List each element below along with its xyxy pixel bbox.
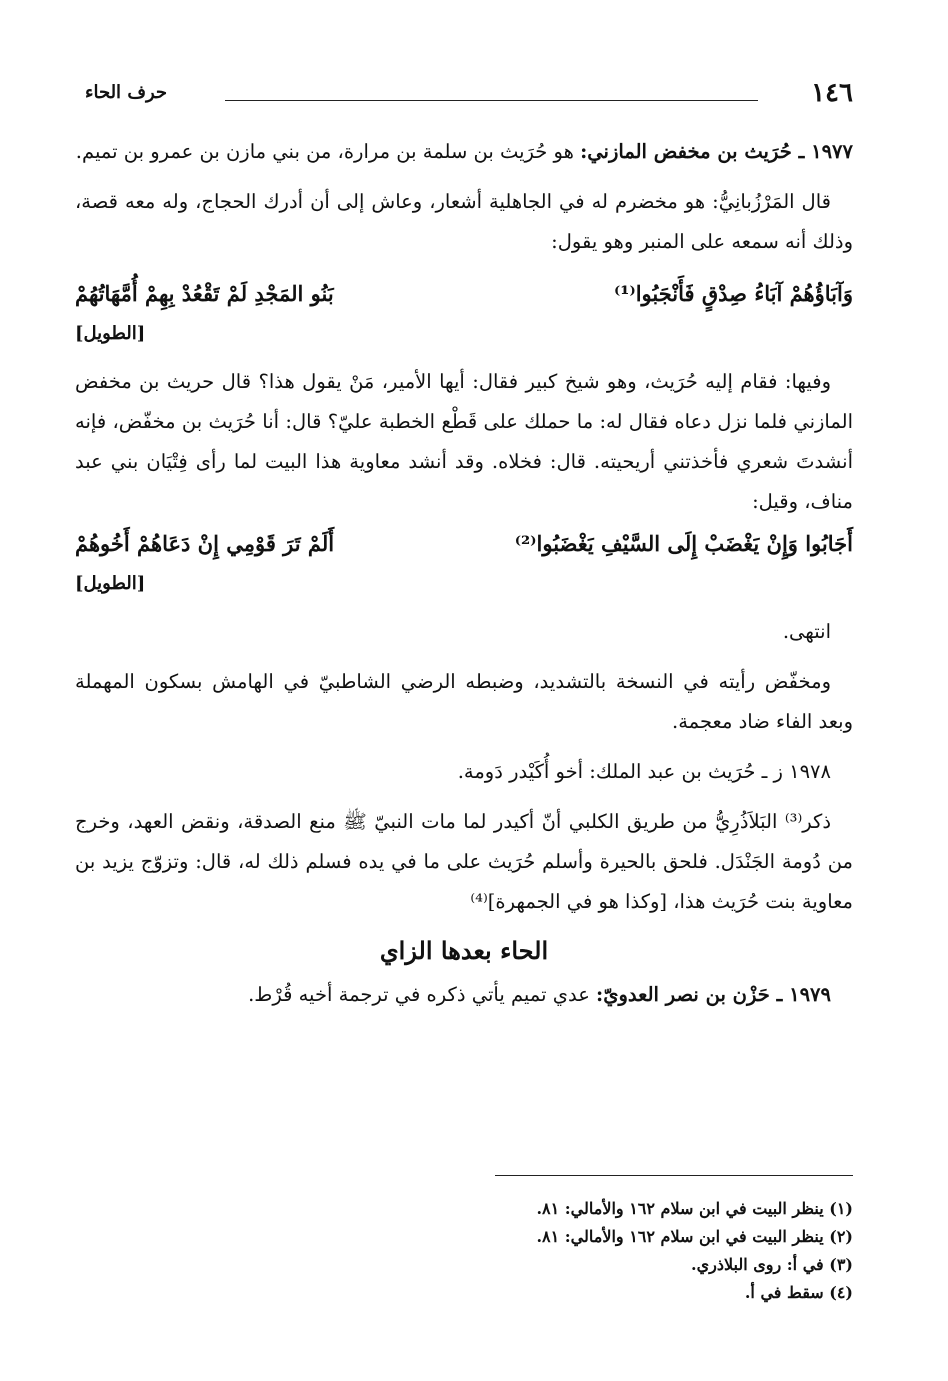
paragraph-story: وفيها: فقام إليه حُرَيث، وهو شيخ كبير فقال: أيها الأمير، مَنْ يقول هذا؟ قال حريث بن مخفض المازني فلما نزل دعاه فقال له: ما حملك على قَطْع الخطبة عليّ؟ قال: أنا حُرَيث بن مخفّض، فإنه أنشدتَ شعري فأخذتني أريحيته. قال: فخلاه. وقد أنشد معاوية هذا البيت لما رأى فِتْيَان بني عبد مناف، وقيل: <box>75 370 853 513</box>
header-rule <box>225 100 758 101</box>
verse-1 <box>75 272 853 316</box>
verse-1-first-hemistich: وَآبَاؤُهُمْ آبَاءُ صِدْقٍ فَأَنْجَبُوا⁽¹⁾ <box>613 281 853 306</box>
footnote-1: (١) ينظر البيت في ابن سلام ١٦٢ والأمالي: ٨١. <box>536 1199 853 1218</box>
section-title: الحاء بعدها الزاي <box>379 936 549 965</box>
footnote-rule <box>495 1175 853 1176</box>
paragraph-mukhaffad: ومخفّض رأيته في النسخة بالتشديد، وضبطه الرضي الشاطبيّ في الهامش بسكون المهملة وبعد الفاء ضاد معجمة. <box>75 670 853 733</box>
footnote-2: (٢) ينظر البيت في ابن سلام ١٦٢ والأمالي: ٨١. <box>536 1227 853 1246</box>
verse-2-first-hemistich: أَجَابُوا وَإِنْ يَغْضَبْ إِلَى السَّيْفِ يَغْضَبُوا⁽²⁾ <box>514 531 853 556</box>
paragraph-marzubani: قال المَرْزُبانِيُّ: هو مخضرم له في الجاهلية أشعار، وعاش إلى أن أدرك الحجاج، وله معه قصة، وذلك أنه سمعه على المنبر وهو يقول: <box>75 190 853 253</box>
paragraph-end: انتهى. <box>782 620 831 643</box>
entry-1979-heading: ١٩٧٩ ـ حَزْن بن نصر العدويّ: <box>596 983 831 1006</box>
entry-1978: ١٩٧٨ ز ـ حُرَيث بن عبد الملك: أخو أُكَيْدر دَومة. <box>457 760 831 783</box>
page-number: ١٤٦ <box>811 78 853 108</box>
entry-1979 <box>75 975 853 1015</box>
entry-1979-text: عدي تميم يأتي ذكره في ترجمة أخيه قُرْط. <box>248 983 597 1006</box>
footnote-3: (٣) في أ: روى البلاذري. <box>691 1255 853 1274</box>
running-header <box>85 78 853 110</box>
verse-2 <box>75 522 853 566</box>
footnote-4: (٤) سقط في أ. <box>744 1283 853 1302</box>
verse-1-second-hemistich: بَنُو المَجْدِ لَمْ تَقْعُدْ بِهِمْ أُمَّهَاتُهُمْ <box>75 281 334 306</box>
verse-2-second-hemistich: أَلَمْ تَرَ قَوْمِي إِنْ دَعَاهُمْ أَخُوهُمْ <box>75 531 335 556</box>
footnotes <box>200 1195 853 1307</box>
entry-1977-text: هو حُرَيث بن سلمة بن مرارة، من بني مازن بن عمرو بن تميم. <box>75 140 581 163</box>
entry-1977-heading: ١٩٧٧ ـ حُرَيث بن مخفض المازني: <box>580 140 853 163</box>
entry-1977 <box>75 132 853 172</box>
meter-label-1: [الطويل] <box>75 323 146 344</box>
running-title: حرف الحاء <box>85 82 168 103</box>
main-text <box>75 132 853 1015</box>
paragraph-baladhuri: ذكر⁽³⁾ البَلاَذُرِيُّ من طريق الكلبي أنّ أكيدر لما مات النبيّ ﷺ منع الصدقة، ونقض العهد، وخرج من دُومة الجَنْدَل. فلحق بالحيرة وأسلم حُرَيث على ما في يده فسلم ذلك له، قال: وتزوّج يزيد بن معاوية بنت حُرَيث هذا، [وكذا هو في الجمهرة]⁽⁴⁾ <box>75 810 853 913</box>
meter-label-2: [الطويل] <box>75 573 146 594</box>
